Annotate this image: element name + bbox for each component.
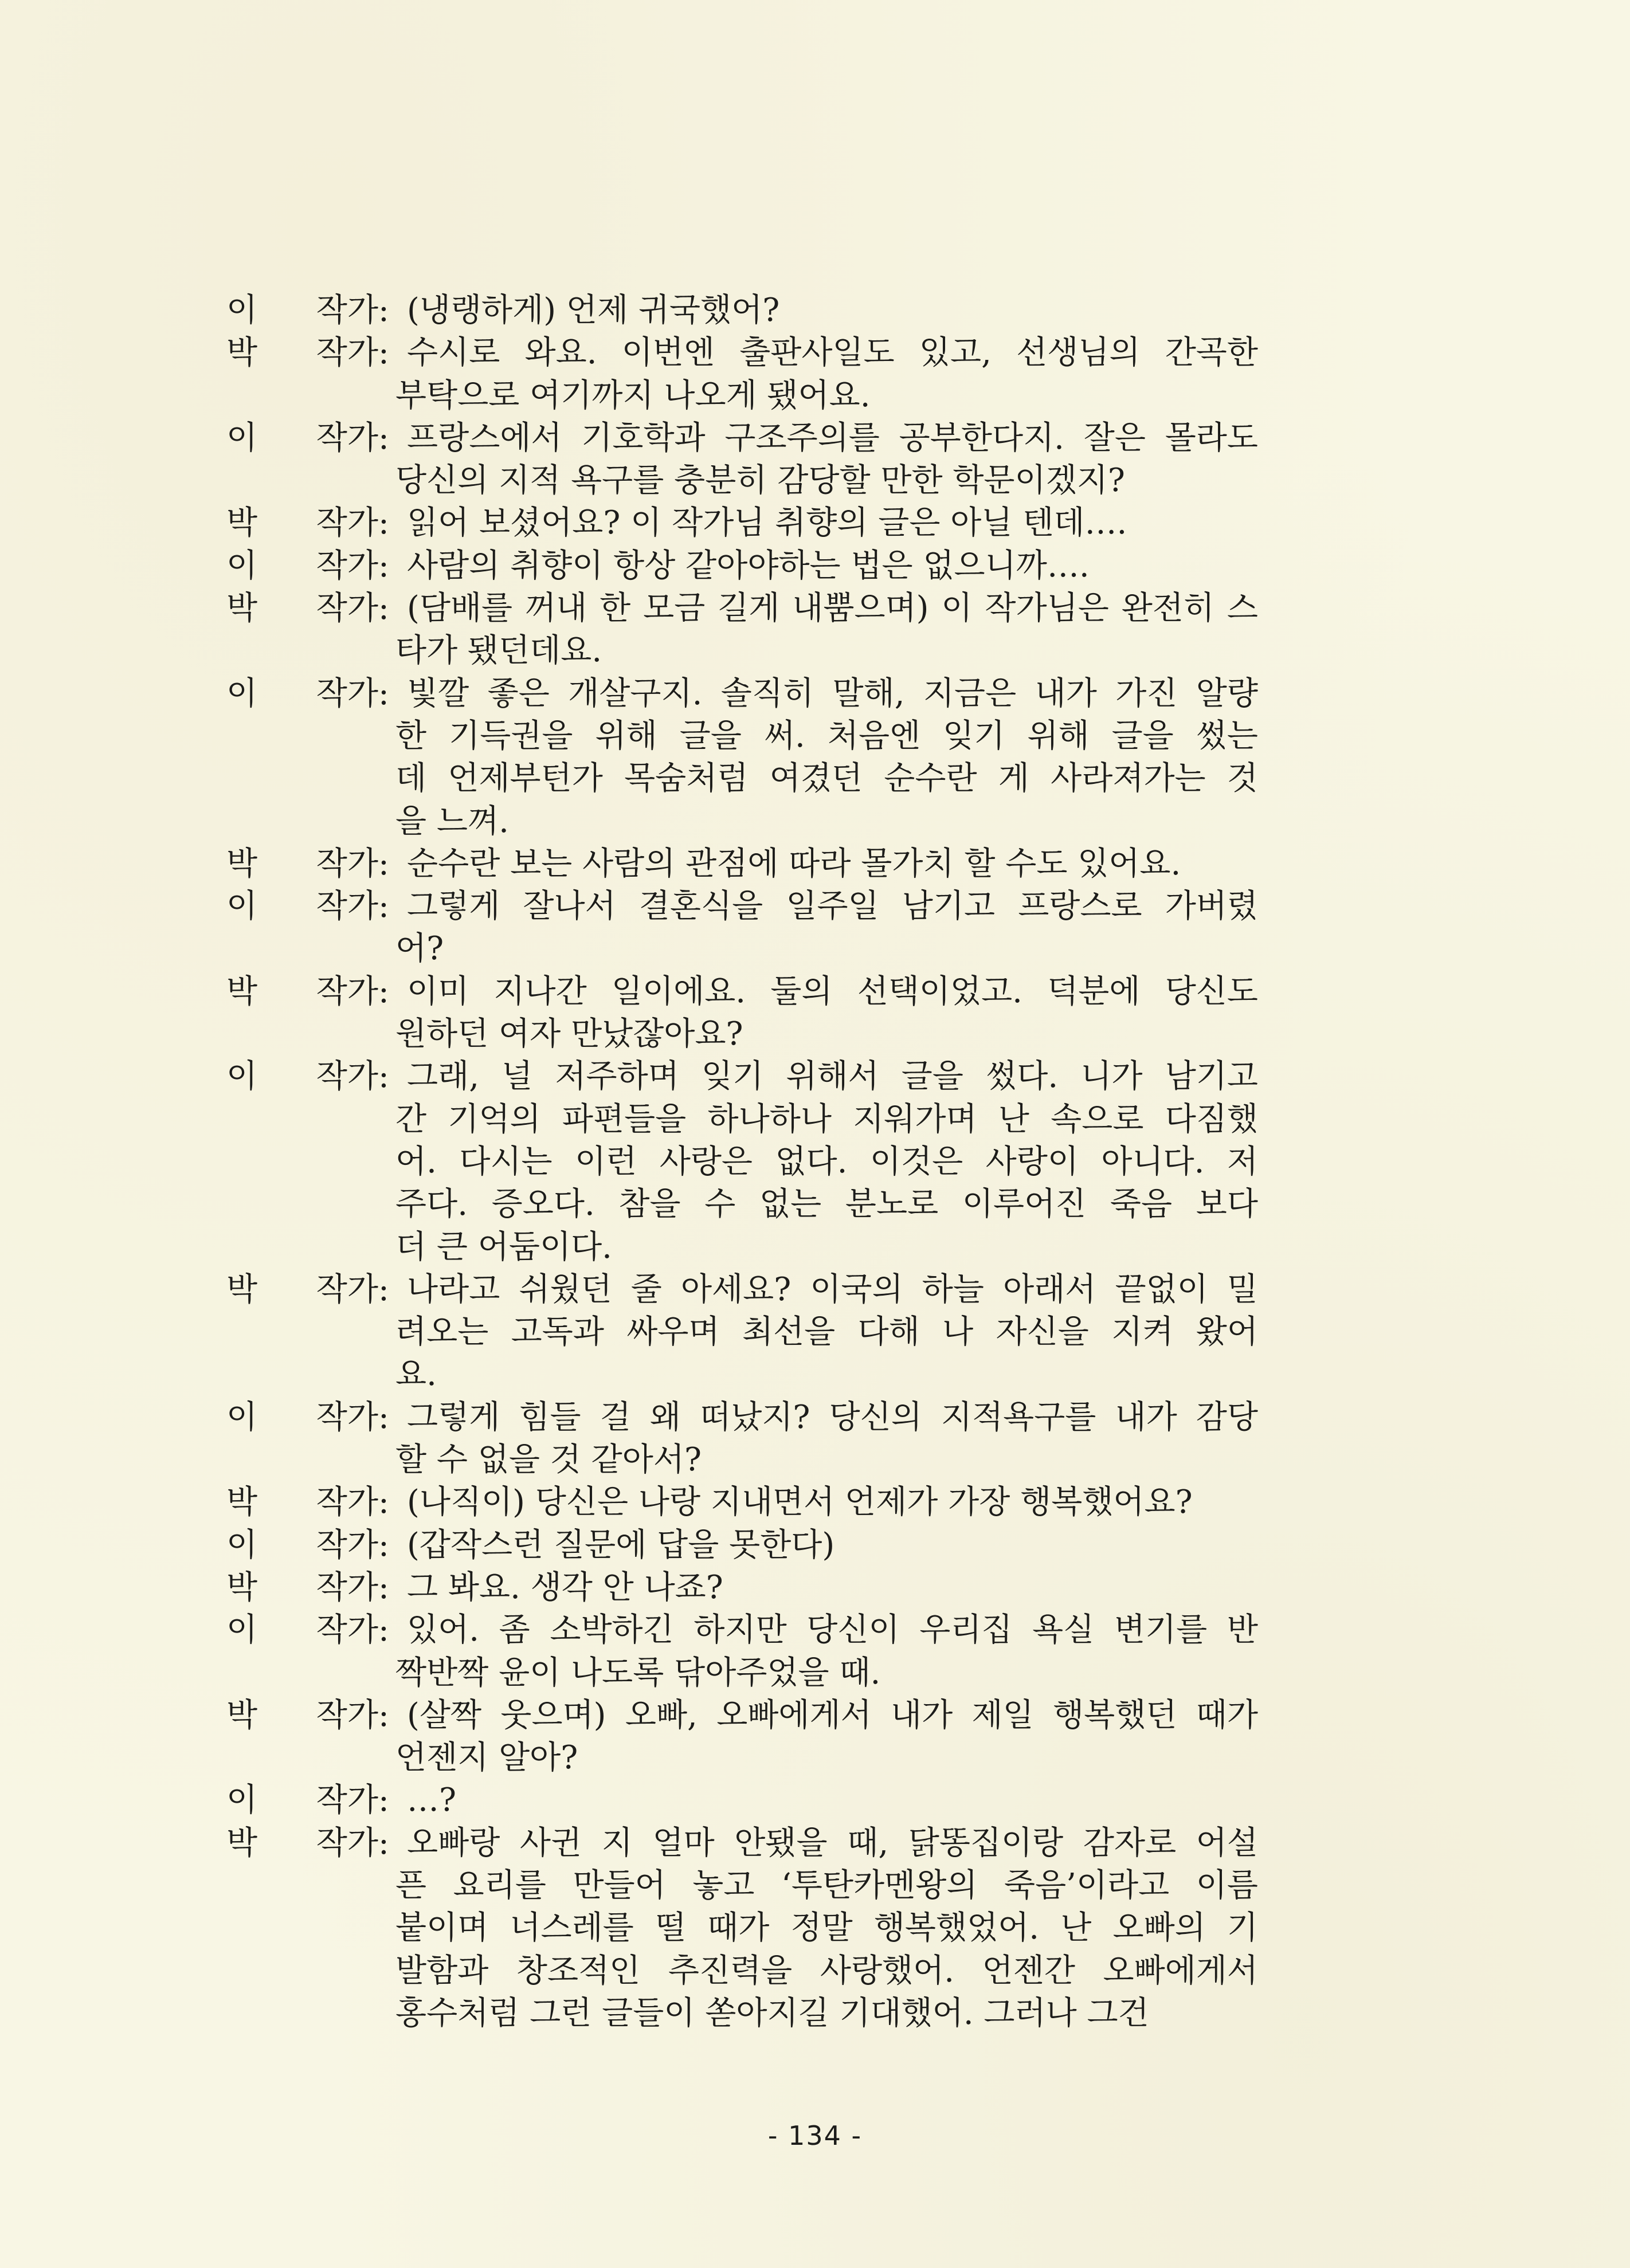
dialogue-text: 요. [395, 1356, 437, 1394]
dialogue-continuation [226, 758, 1258, 800]
speaker-colon: : [378, 972, 389, 1010]
speaker-colon: : [378, 1824, 389, 1862]
dialogue-continuation [226, 1226, 1258, 1269]
dialogue-continuation [226, 928, 1258, 970]
speaker-name: 이 작가 [226, 1058, 378, 1096]
dialogue-text: 프랑스에서 기호학과 구조주의를 공부한다지. 잘은 몰라도 [407, 419, 1258, 457]
dialogue-text: 그 봐요. 생각 안 나죠? [407, 1568, 723, 1606]
speaker-name: 이 작가 [226, 888, 378, 925]
dialogue-line [226, 1567, 1258, 1609]
speaker-colon: : [378, 504, 389, 542]
speaker-name: 이 작가 [226, 1782, 378, 1819]
dialogue-continuation [226, 630, 1258, 672]
dialogue-text: 홍수처럼 그런 글들이 쏟아지길 기대했어. 그러나 그건 [395, 1994, 1149, 2032]
dialogue-text: 을 느껴. [395, 802, 509, 840]
dialogue-line [226, 1055, 1258, 1098]
dialogue-continuation [226, 1311, 1258, 1353]
speaker-colon: : [378, 334, 389, 372]
speaker-name: 박 작가 [226, 972, 378, 1010]
dialogue-text: 원하던 여자 만났잖아요? [395, 1015, 743, 1053]
dialogue-continuation [226, 1013, 1258, 1055]
dialogue-continuation [226, 1992, 1258, 2035]
speaker-name: 이 작가 [226, 1526, 378, 1564]
dialogue-continuation [226, 1865, 1258, 1907]
dialogue-text: 붙이며 너스레를 떨 때가 정말 행복했었어. 난 오빠의 기 [395, 1909, 1258, 1947]
dialogue-text: 있어. 좀 소박하긴 하지만 당신이 우리집 욕실 변기를 반 [407, 1611, 1258, 1649]
dialogue-script [226, 289, 1258, 2035]
speaker-name: 이 작가 [226, 547, 378, 584]
dialogue-text: 이미 지나간 일이에요. 둘의 선택이었고. 덕분에 당신도 [407, 972, 1258, 1010]
speaker-colon: : [378, 1696, 389, 1734]
dialogue-text: (담배를 꺼내 한 모금 길게 내뿜으며) 이 작가님은 완전히 스 [407, 590, 1258, 627]
dialogue-text: 주다. 증오다. 참을 수 없는 분노로 이루어진 죽음 보다 [395, 1186, 1258, 1223]
dialogue-text: 그렇게 힘들 걸 왜 떠났지? 당신의 지적욕구를 내가 감당 [407, 1398, 1258, 1436]
dialogue-continuation [226, 801, 1258, 843]
dialogue-text: 할 수 없을 것 같아서? [395, 1441, 702, 1479]
dialogue-line [226, 843, 1258, 885]
dialogue-text: …? [407, 1782, 457, 1819]
dialogue-text: 수시로 와요. 이번엔 출판사일도 있고, 선생님의 간곡한 [407, 334, 1258, 372]
speaker-colon: : [378, 1058, 389, 1096]
dialogue-text: 려오는 고독과 싸우며 최선을 다해 나 자신을 지켜 왔어 [395, 1313, 1258, 1351]
dialogue-continuation [226, 1141, 1258, 1183]
dialogue-text: 그래, 널 저주하며 잊기 위해서 글을 썼다. 니가 남기고 [407, 1058, 1258, 1096]
dialogue-text: 그렇게 잘나서 결혼식을 일주일 남기고 프랑스로 가버렸 [407, 888, 1258, 925]
speaker-colon: : [378, 845, 389, 882]
speaker-colon: : [378, 1398, 389, 1436]
dialogue-text: 데 언제부턴가 목숨처럼 여겼던 순수란 게 사라져가는 것 [395, 760, 1258, 798]
speaker-colon: : [378, 1611, 389, 1649]
speaker-name: 이 작가 [226, 292, 378, 329]
dialogue-text: 나라고 쉬웠던 줄 아세요? 이국의 하늘 아래서 끝없이 밀 [407, 1270, 1258, 1308]
speaker-name: 이 작가 [226, 1611, 378, 1649]
dialogue-line [226, 502, 1258, 544]
dialogue-line [226, 289, 1258, 332]
speaker-name: 박 작가 [226, 1270, 378, 1308]
dialogue-text: 어. 다시는 이런 사랑은 없다. 이것은 사랑이 아니다. 저 [395, 1143, 1258, 1180]
dialogue-text: 오빠랑 사귄 지 얼마 안됐을 때, 닭똥집이랑 감자로 어설 [407, 1824, 1258, 1862]
dialogue-continuation [226, 1907, 1258, 1949]
dialogue-text: 당신의 지적 욕구를 충분히 감당할 만한 학문이겠지? [395, 462, 1125, 500]
dialogue-line [226, 1524, 1258, 1567]
dialogue-line [226, 971, 1258, 1013]
dialogue-text: 발함과 창조적인 추진력을 사랑했어. 언젠간 오빠에게서 [395, 1952, 1258, 1990]
speaker-name: 이 작가 [226, 419, 378, 457]
speaker-colon: : [378, 1568, 389, 1606]
speaker-name: 이 작가 [226, 674, 378, 712]
speaker-colon: : [378, 1484, 389, 1521]
dialogue-line [226, 1269, 1258, 1311]
dialogue-line [226, 1481, 1258, 1524]
speaker-colon: : [378, 292, 389, 329]
dialogue-continuation [226, 460, 1258, 502]
dialogue-continuation [226, 1652, 1258, 1694]
speaker-colon: : [378, 674, 389, 712]
dialogue-line [226, 1396, 1258, 1439]
dialogue-text: 사람의 취향이 항상 같아야하는 법은 없으니까…. [407, 547, 1090, 584]
dialogue-line [226, 417, 1258, 460]
dialogue-continuation [226, 1353, 1258, 1396]
speaker-colon: : [378, 590, 389, 627]
speaker-colon: : [378, 419, 389, 457]
dialogue-text: 픈 요리를 만들어 놓고 ‘투탄카멘왕의 죽음’이라고 이름 [395, 1866, 1258, 1904]
dialogue-line [226, 545, 1258, 587]
speaker-name: 박 작가 [226, 504, 378, 542]
dialogue-text: (나직이) 당신은 나랑 지내면서 언제가 가장 행복했어요? [407, 1484, 1193, 1521]
dialogue-line [226, 673, 1258, 715]
dialogue-text: 언젠지 알아? [395, 1739, 578, 1777]
dialogue-continuation [226, 1098, 1258, 1141]
dialogue-line [226, 587, 1258, 630]
dialogue-text: 더 큰 어둠이다. [395, 1228, 612, 1266]
dialogue-continuation [226, 1737, 1258, 1779]
dialogue-line [226, 1609, 1258, 1651]
speaker-colon: : [378, 888, 389, 925]
dialogue-line [226, 1779, 1258, 1822]
speaker-colon: : [378, 1782, 389, 1819]
dialogue-line [226, 332, 1258, 374]
dialogue-continuation [226, 375, 1258, 417]
speaker-name: 박 작가 [226, 590, 378, 627]
speaker-name: 박 작가 [226, 334, 378, 372]
dialogue-text: 부탁으로 여기까지 나오게 됐어요. [395, 376, 871, 414]
speaker-name: 이 작가 [226, 1398, 378, 1436]
dialogue-text: 순수란 보는 사람의 관점에 따라 몰가치 할 수도 있어요. [407, 845, 1181, 882]
dialogue-text: 한 기득권을 위해 글을 써. 처음엔 잊기 위해 글을 썼는 [395, 717, 1258, 755]
dialogue-line [226, 1694, 1258, 1737]
speaker-name: 박 작가 [226, 1568, 378, 1606]
speaker-name: 박 작가 [226, 1484, 378, 1521]
dialogue-text: (갑작스런 질문에 답을 못한다) [407, 1526, 835, 1564]
speaker-name: 박 작가 [226, 845, 378, 882]
dialogue-line [226, 1822, 1258, 1865]
dialogue-text: 어? [395, 930, 444, 968]
dialogue-continuation [226, 1439, 1258, 1481]
speaker-name: 박 작가 [226, 1824, 378, 1862]
speaker-colon: : [378, 1270, 389, 1308]
dialogue-text: 타가 됐던데요. [395, 632, 602, 670]
dialogue-text: 간 기억의 파편들을 하나하나 지워가며 난 속으로 다짐했 [395, 1100, 1258, 1138]
dialogue-text: (냉랭하게) 언제 귀국했어? [407, 292, 780, 329]
dialogue-text: 짝반짝 윤이 나도록 닦아주었을 때. [395, 1654, 881, 1692]
speaker-colon: : [378, 547, 389, 584]
dialogue-text: 빛깔 좋은 개살구지. 솔직히 말해, 지금은 내가 가진 알량 [407, 674, 1258, 712]
dialogue-continuation [226, 715, 1258, 758]
dialogue-text: (살짝 웃으며) 오빠, 오빠에게서 내가 제일 행복했던 때가 [407, 1696, 1258, 1734]
speaker-colon: : [378, 1526, 389, 1564]
speaker-name: 박 작가 [226, 1696, 378, 1734]
dialogue-continuation [226, 1950, 1258, 1992]
dialogue-line [226, 885, 1258, 928]
dialogue-continuation [226, 1183, 1258, 1226]
dialogue-text: 읽어 보셨어요? 이 작가님 취향의 글은 아닐 텐데…. [407, 504, 1127, 542]
page-number: - 134 - [767, 2120, 863, 2151]
